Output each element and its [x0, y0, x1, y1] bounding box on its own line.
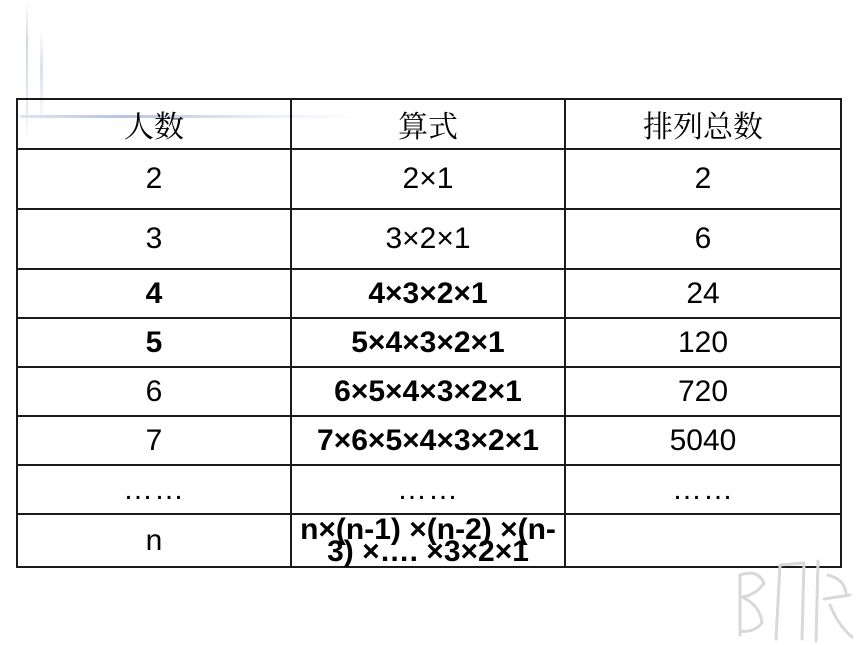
cell-total: 6	[565, 209, 841, 269]
cell-people: 7	[17, 416, 291, 465]
cell-people: ……	[17, 465, 291, 514]
table-row	[17, 269, 841, 318]
cell-total: ……	[565, 465, 841, 514]
cell-people: 4	[17, 269, 291, 318]
cell-people: 6	[17, 367, 291, 416]
cell-people: n	[17, 514, 291, 567]
cell-total: 720	[565, 367, 841, 416]
permutation-table	[16, 98, 842, 568]
table-row	[17, 514, 841, 567]
cell-formula: 2×1	[291, 149, 565, 209]
cell-people: 5	[17, 318, 291, 367]
cell-people: 2	[17, 149, 291, 209]
table-row	[17, 149, 841, 209]
cell-people: 3	[17, 209, 291, 269]
cell-formula: 5×4×3×2×1	[291, 318, 565, 367]
header-total: 排列总数	[565, 99, 841, 149]
cell-formula: 4×3×2×1	[291, 269, 565, 318]
cell-formula: 6×5×4×3×2×1	[291, 367, 565, 416]
table-header-row	[17, 99, 841, 149]
watermark-logo	[720, 535, 860, 645]
table-row	[17, 367, 841, 416]
cell-total: 120	[565, 318, 841, 367]
table-row	[17, 209, 841, 269]
table-row	[17, 465, 841, 514]
header-people: 人数	[17, 99, 291, 149]
cell-formula: 3×2×1	[291, 209, 565, 269]
cell-formula: ……	[291, 465, 565, 514]
cell-total: 24	[565, 269, 841, 318]
cell-total: 2	[565, 149, 841, 209]
cell-total: 5040	[565, 416, 841, 465]
cell-formula: n×(n-1) ×(n-2) ×(n-3) ×…. ×3×2×1	[291, 514, 565, 567]
cell-formula: 7×6×5×4×3×2×1	[291, 416, 565, 465]
table-row	[17, 416, 841, 465]
table-row	[17, 318, 841, 367]
header-formula: 算式	[291, 99, 565, 149]
